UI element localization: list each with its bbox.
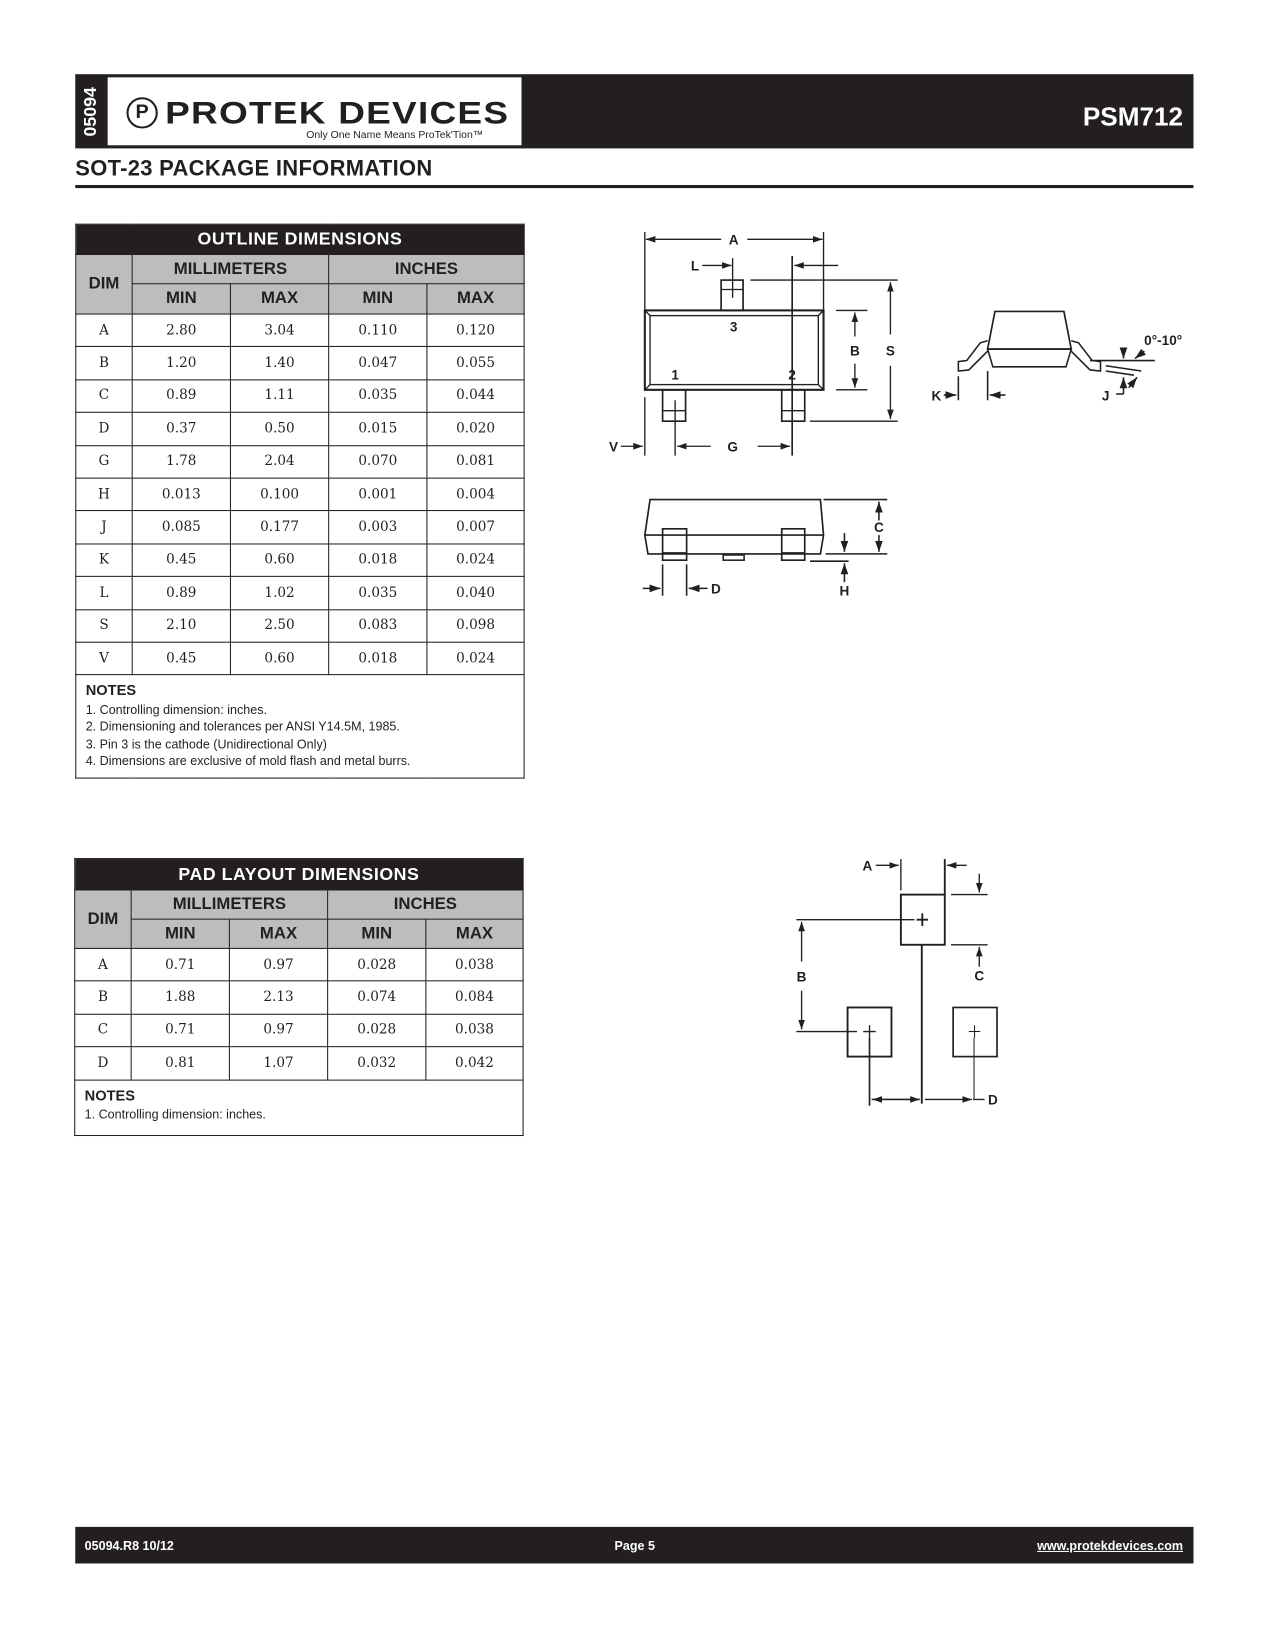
min-header: MIN bbox=[328, 919, 426, 948]
label-j: J bbox=[1101, 388, 1110, 404]
value-cell: 0.001 bbox=[329, 478, 427, 511]
min-header: MIN bbox=[329, 284, 427, 314]
pad-label-b: B bbox=[796, 969, 807, 985]
value-cell: 0.044 bbox=[427, 380, 524, 413]
value-cell: 1.88 bbox=[131, 981, 229, 1014]
label-pin1: 1 bbox=[671, 367, 679, 383]
table-title: PAD LAYOUT DIMENSIONS bbox=[75, 859, 523, 890]
dim-cell: V bbox=[76, 642, 132, 675]
value-cell: 0.50 bbox=[230, 412, 328, 445]
note: 3. Pin 3 is the cathode (Unidirectional Only) bbox=[85, 736, 327, 752]
value-cell: 0.085 bbox=[132, 511, 230, 544]
value-cell: 0.038 bbox=[426, 1014, 523, 1047]
value-cell: 3.04 bbox=[230, 314, 328, 347]
notes-title: NOTES bbox=[85, 681, 137, 699]
logo-mark: P bbox=[126, 97, 157, 128]
dim-cell: B bbox=[75, 981, 131, 1014]
dim-cell: B bbox=[76, 347, 132, 380]
value-cell: 0.020 bbox=[427, 412, 524, 445]
label-angle: 0°-10° bbox=[1144, 332, 1183, 348]
dim-cell: C bbox=[76, 380, 132, 413]
dim-cell: C bbox=[75, 1014, 131, 1047]
value-cell: 0.024 bbox=[427, 642, 524, 675]
max-header: MAX bbox=[427, 284, 524, 314]
dim-cell: D bbox=[76, 412, 132, 445]
dim-cell: J bbox=[76, 511, 132, 544]
value-cell: 0.100 bbox=[230, 478, 328, 511]
tagline: Only One Name Means ProTek'Tion™ bbox=[306, 129, 484, 142]
min-header: MIN bbox=[131, 919, 229, 948]
value-cell: 1.40 bbox=[230, 347, 328, 380]
brand-name: PROTEK DEVICES bbox=[165, 96, 510, 131]
notes-title: NOTES bbox=[84, 1086, 136, 1104]
max-header: MAX bbox=[229, 919, 327, 948]
value-cell: 0.97 bbox=[229, 948, 327, 981]
value-cell: 0.018 bbox=[329, 544, 427, 577]
label-b: B bbox=[849, 343, 860, 359]
value-cell: 0.89 bbox=[132, 577, 230, 610]
front-view-drawing bbox=[643, 500, 888, 596]
value-cell: 1.11 bbox=[230, 380, 328, 413]
label-h: H bbox=[839, 583, 850, 599]
dim-cell: K bbox=[76, 544, 132, 577]
value-cell: 0.003 bbox=[329, 511, 427, 544]
label-pin3: 3 bbox=[729, 319, 738, 335]
value-cell: 0.028 bbox=[328, 1014, 426, 1047]
value-cell: 0.97 bbox=[229, 1014, 327, 1047]
value-cell: 0.81 bbox=[131, 1047, 229, 1080]
value-cell: 0.042 bbox=[426, 1047, 523, 1080]
value-cell: 0.015 bbox=[329, 412, 427, 445]
revision: 05094.R8 10/12 bbox=[84, 1538, 174, 1554]
value-cell: 0.038 bbox=[426, 948, 523, 981]
page-number: Page 5 bbox=[614, 1538, 655, 1554]
side-view-drawing bbox=[944, 311, 1155, 400]
dim-header: DIM bbox=[75, 890, 131, 949]
note: 1. Controlling dimension: inches. bbox=[84, 1106, 266, 1122]
value-cell: 2.80 bbox=[132, 314, 230, 347]
value-cell: 0.035 bbox=[329, 577, 427, 610]
value-cell: 0.013 bbox=[132, 478, 230, 511]
label-c: C bbox=[874, 519, 884, 535]
value-cell: 0.098 bbox=[427, 609, 524, 642]
pad-label-a: A bbox=[862, 858, 873, 874]
value-cell: 0.120 bbox=[427, 314, 524, 347]
value-cell: 0.89 bbox=[132, 380, 230, 413]
dim-cell: A bbox=[75, 948, 131, 981]
value-cell: 1.07 bbox=[229, 1047, 327, 1080]
value-cell: 0.074 bbox=[328, 981, 426, 1014]
label-l: L bbox=[690, 258, 700, 274]
value-cell: 2.13 bbox=[229, 981, 327, 1014]
label-k: K bbox=[931, 388, 942, 404]
value-cell: 0.047 bbox=[329, 347, 427, 380]
value-cell: 0.028 bbox=[328, 948, 426, 981]
value-cell: 0.032 bbox=[328, 1047, 426, 1080]
pad-layout-drawing bbox=[796, 859, 997, 1106]
dim-cell: D bbox=[75, 1047, 131, 1080]
value-cell: 0.007 bbox=[427, 511, 524, 544]
value-cell: 0.60 bbox=[230, 544, 328, 577]
label-v: V bbox=[608, 439, 619, 455]
mm-header: MILLIMETERS bbox=[132, 254, 328, 283]
value-cell: 0.71 bbox=[131, 1014, 229, 1047]
value-cell: 0.024 bbox=[427, 544, 524, 577]
value-cell: 0.45 bbox=[132, 544, 230, 577]
pad-label-d: D bbox=[987, 1092, 998, 1108]
max-header: MAX bbox=[230, 284, 328, 314]
value-cell: 0.60 bbox=[230, 642, 328, 675]
max-header: MAX bbox=[426, 919, 523, 948]
label-s: S bbox=[885, 343, 895, 359]
value-cell: 0.081 bbox=[427, 445, 524, 478]
min-header: MIN bbox=[132, 284, 230, 314]
value-cell: 0.070 bbox=[329, 445, 427, 478]
section-title: SOT-23 PACKAGE INFORMATION bbox=[75, 156, 433, 181]
value-cell: 0.035 bbox=[329, 380, 427, 413]
in-header: INCHES bbox=[329, 254, 524, 283]
value-cell: 0.71 bbox=[131, 948, 229, 981]
pad-label-c: C bbox=[974, 968, 985, 984]
mm-header: MILLIMETERS bbox=[131, 890, 327, 919]
value-cell: 0.177 bbox=[230, 511, 328, 544]
value-cell: 2.50 bbox=[230, 609, 328, 642]
value-cell: 0.084 bbox=[426, 981, 523, 1014]
label-g: G bbox=[727, 439, 738, 455]
doc-number-text: 05094 bbox=[80, 86, 101, 137]
note: 2. Dimensioning and tolerances per ANSI Y14.5M, 1985. bbox=[85, 719, 400, 734]
value-cell: 1.78 bbox=[132, 445, 230, 478]
table-title: OUTLINE DIMENSIONS bbox=[76, 224, 524, 254]
dim-cell: S bbox=[76, 609, 132, 642]
value-cell: 1.02 bbox=[230, 577, 328, 610]
value-cell: 0.45 bbox=[132, 642, 230, 675]
dim-header: DIM bbox=[76, 254, 132, 314]
value-cell: 0.083 bbox=[329, 609, 427, 642]
website-link[interactable]: www.protekdevices.com bbox=[1037, 1538, 1184, 1554]
value-cell: 1.20 bbox=[132, 347, 230, 380]
in-header: INCHES bbox=[328, 890, 523, 919]
note: 1. Controlling dimension: inches. bbox=[85, 702, 267, 717]
value-cell: 0.37 bbox=[132, 412, 230, 445]
label-a: A bbox=[728, 232, 739, 248]
value-cell: 0.004 bbox=[427, 478, 524, 511]
value-cell: 0.055 bbox=[427, 347, 524, 380]
part-number: PSM712 bbox=[1082, 102, 1184, 132]
dim-cell: L bbox=[76, 577, 132, 610]
label-pin2: 2 bbox=[788, 367, 796, 383]
dim-cell: H bbox=[76, 478, 132, 511]
label-d: D bbox=[710, 581, 721, 597]
dim-cell: A bbox=[76, 314, 132, 347]
note: 4. Dimensions are exclusive of mold flash and metal burrs. bbox=[85, 753, 411, 769]
value-cell: 0.110 bbox=[329, 314, 427, 347]
dim-cell: G bbox=[76, 445, 132, 478]
footer-bar bbox=[75, 1527, 1193, 1564]
value-cell: 0.040 bbox=[427, 577, 524, 610]
value-cell: 0.018 bbox=[329, 642, 427, 675]
value-cell: 2.10 bbox=[132, 609, 230, 642]
value-cell: 2.04 bbox=[230, 445, 328, 478]
